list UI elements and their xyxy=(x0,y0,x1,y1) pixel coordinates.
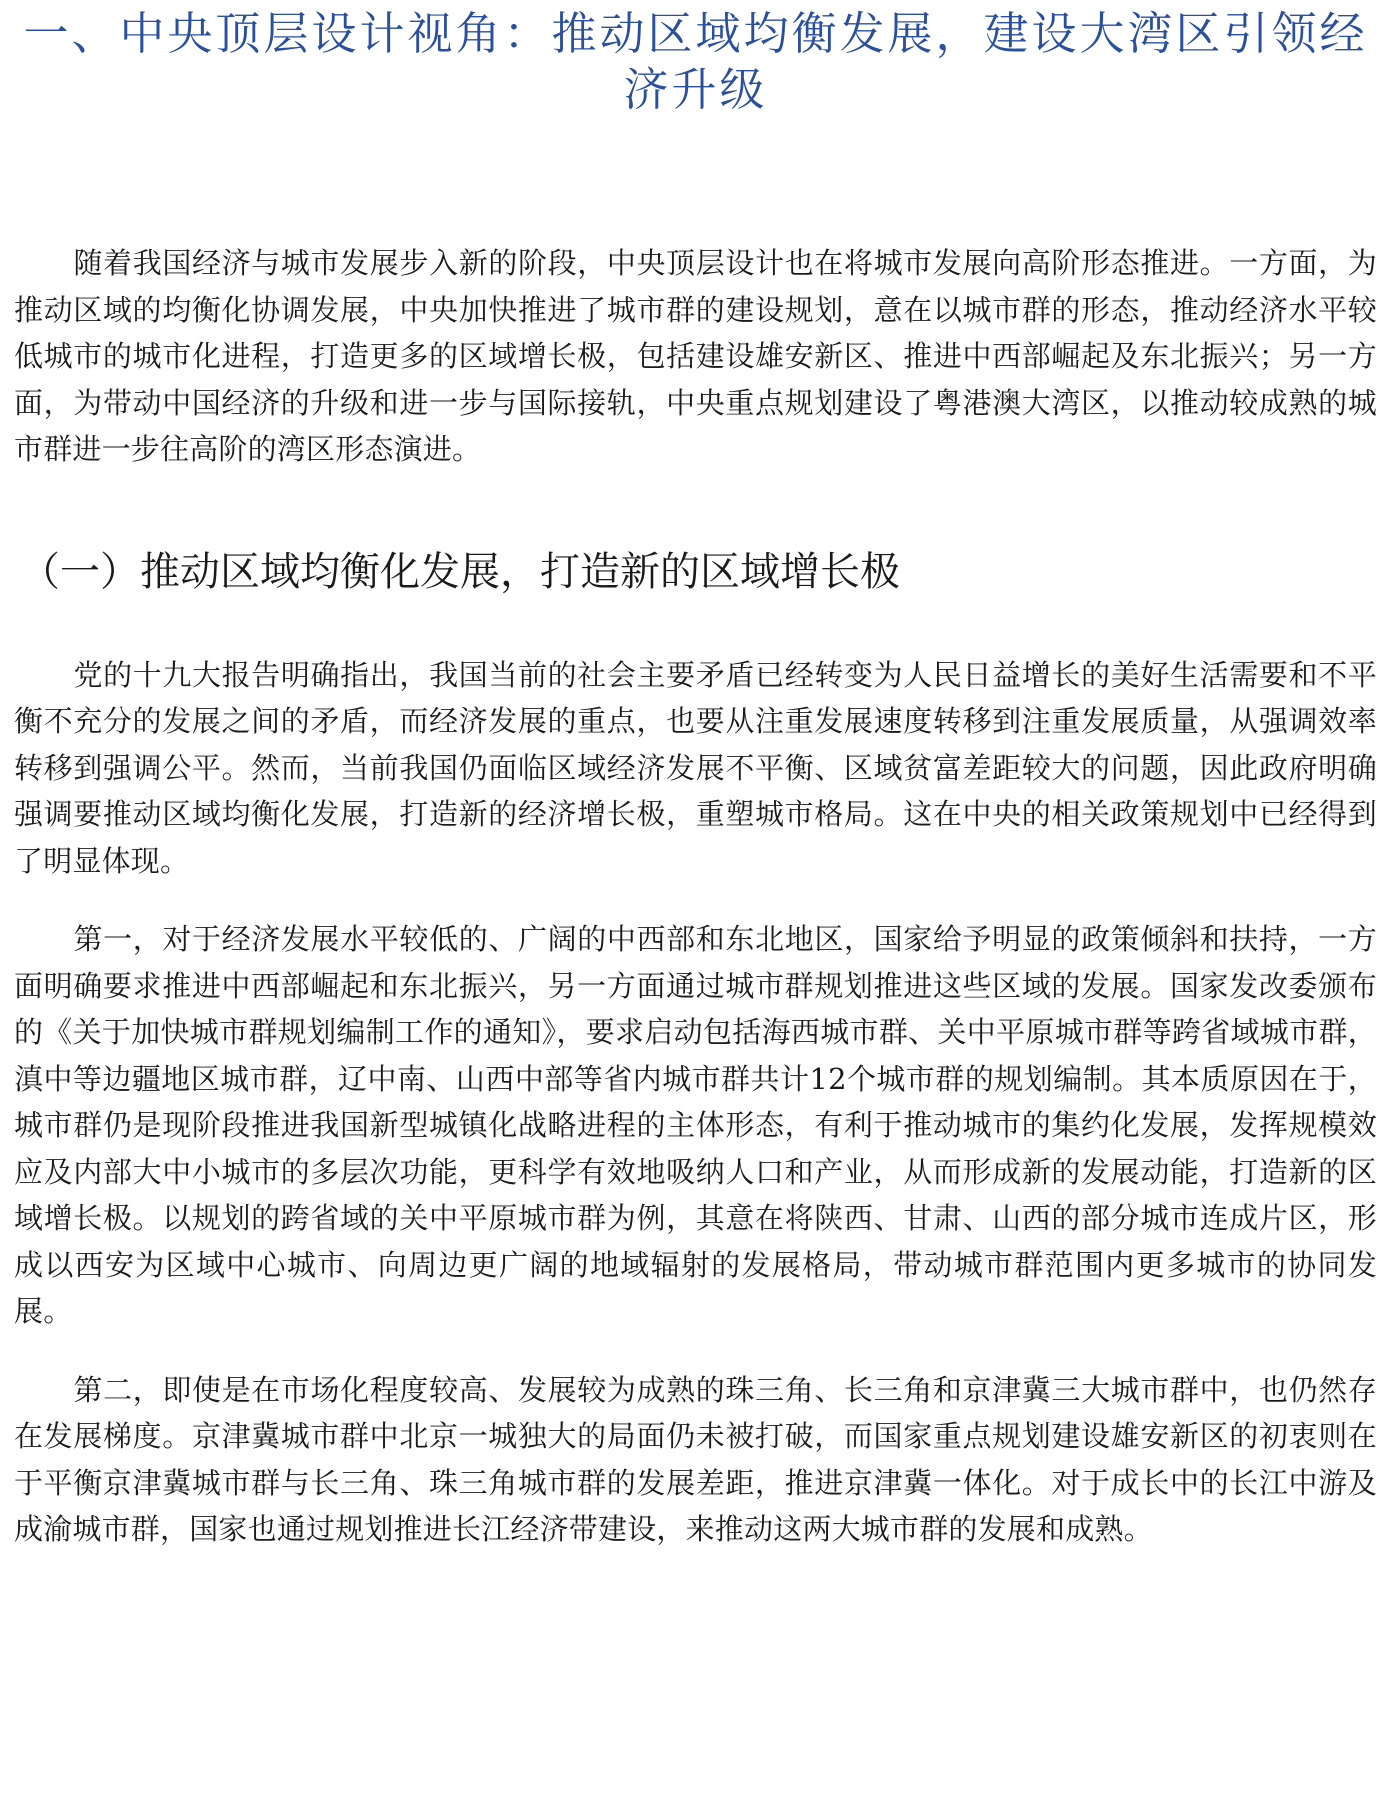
section-paragraph-2: 第一，对于经济发展水平较低的、广阔的中西部和东北地区，国家给予明显的政策倾斜和扶持，一方面明确要求推进中西部崛起和东北振兴，另一方面通过城市群规划推进这些区域的发展。国家发改委颁布的《关于加快城市群规划编制工作的通知》，要求启动包括海西城市群、关中平原城市群等跨省域城市群，滇中等边疆地区城市群，辽中南、山西中部等省内城市群共计12个城市群的规划编制。其本质原因在于，城市群仍是现阶段推进我国新型城镇化战略进程的主体形态，有利于推动城市的集约化发展，发挥规模效应及内部大中小城市的多层次功能，更科学有效地吸纳人口和产业，从而形成新的发展动能，打造新的区域增长极。以规划的跨省域的关中平原城市群为例，其意在将陕西、甘肃、山西的部分城市连成片区，形成以西安为区域中心城市、向周边更广阔的地域辐射的发展格局，带动城市群范围内更多城市的协同发展。 xyxy=(14,922,1377,1328)
main-title: 一、中央顶层设计视角：推动区域均衡发展，建设大湾区引领经济升级 xyxy=(23,7,1368,116)
intro-paragraph: 随着我国经济与城市发展步入新的阶段，中央顶层设计也在将城市发展向高阶形态推进。一方面，为推动区域的均衡化协调发展，中央加快推进了城市群的建设规划，意在以城市群的形态，推动经济水平较低城市的城市化进程，打造更多的区域增长极，包括建设雄安新区、推进中西部崛起及东北振兴；另一方面，为带动中国经济的升级和进一步与国际接轨，中央重点规划建设了粤港澳大湾区，以推动较成熟的城市群进一步往高阶的湾区形态演进。 xyxy=(14,246,1377,466)
section-heading: （一）推动区域均衡化发展，打造新的区域增长极 xyxy=(20,548,900,595)
section-paragraph-1: 党的十九大报告明确指出，我国当前的社会主要矛盾已经转变为人民日益增长的美好生活需要和不平衡不充分的发展之间的矛盾，而经济发展的重点，也要从注重发展速度转移到注重发展质量，从强调效率转移到强调公平。然而，当前我国仍面临区域经济发展不平衡、区域贫富差距较大的问题，因此政府明确强调要推动区域均衡化发展，打造新的经济增长极，重塑城市格局。这在中央的相关政策规划中已经得到了明显体现。 xyxy=(14,657,1377,878)
section-paragraph-3: 第二，即使是在市场化程度较高、发展较为成熟的珠三角、长三角和京津冀三大城市群中，也仍然存在发展梯度。京津冀城市群中北京一城独大的局面仍未被打破，而国家重点规划建设雄安新区的初衷则在于平衡京津冀城市群与长三角、珠三角城市群的发展差距，推进京津冀一体化。对于成长中的长江中游及成渝城市群，国家也通过规划推进长江经济带建设，来推动这两大城市群的发展和成熟。 xyxy=(14,1372,1377,1546)
